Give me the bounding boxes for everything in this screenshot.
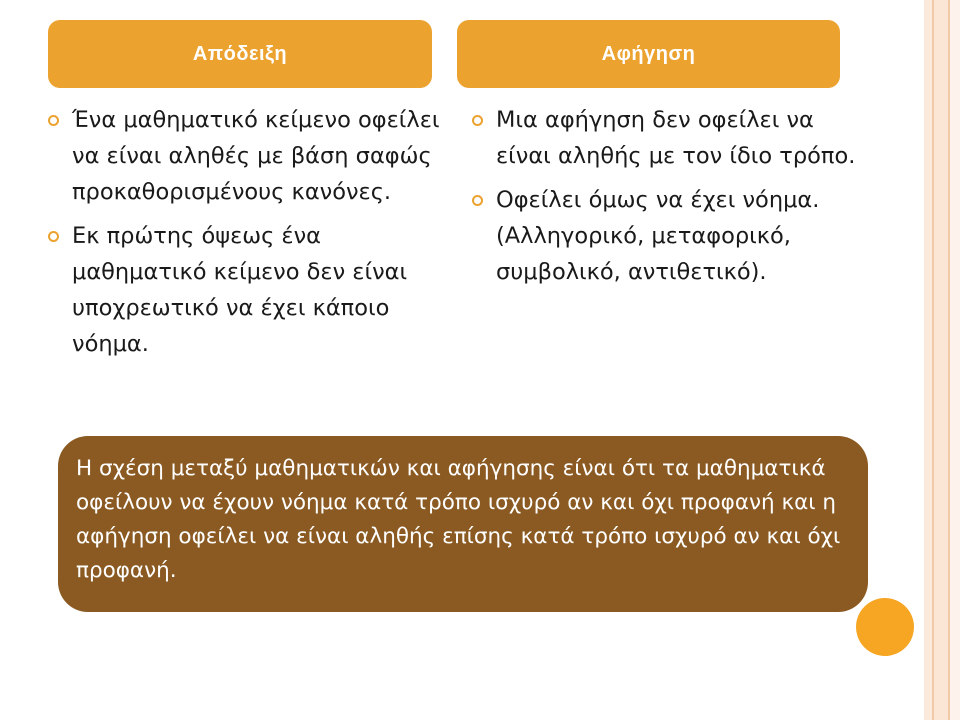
bullet-text: Ένα μαθηματικό κείμενο οφείλει να είναι αληθές με βάση σαφώς προκαθορισμένους κανόνες.: [72, 107, 440, 205]
bullet-text: Οφείλει όμως να έχει νόημα. (Αλληγορικό, μεταφορικό, συμβολικό, αντιθετικό).: [496, 187, 820, 285]
circle-bullet-icon: [48, 231, 59, 242]
header-narrative: Αφήγηση: [457, 20, 840, 88]
circle-bullet-icon: [48, 115, 59, 126]
list-item: [46, 218, 458, 362]
decorative-circle: [856, 598, 914, 656]
list-item: [46, 102, 458, 210]
summary-text: Η σχέση μεταξύ μαθηματικών και αφήγησης είναι ότι τα μαθηματικά οφείλουν να έχουν νόημα κατά τρόπο ισχυρό αν και όχι προφανή και η αφήγηση οφείλει να είναι αληθής επίσης κατά τρόπο ισχυρό αν και όχι προφανή.: [76, 456, 841, 583]
edge-stripe: [934, 0, 948, 720]
bullet-text: Μια αφήγηση δεν οφείλει να είναι αληθής με τον ίδιο τρόπο.: [496, 107, 856, 169]
circle-bullet-icon: [472, 195, 483, 206]
bullet-text: Εκ πρώτης όψεως ένα μαθηματικό κείμενο δεν είναι υποχρεωτικό να έχει κάποιο νόημα.: [72, 223, 408, 357]
narrative-bullet-list: [470, 102, 870, 298]
header-proof: Απόδειξη: [48, 20, 432, 88]
list-item: [470, 182, 870, 290]
proof-bullet-list: [46, 102, 458, 370]
circle-bullet-icon: [472, 115, 483, 126]
list-item: [470, 102, 870, 174]
summary-box: [58, 436, 868, 612]
edge-stripe: [924, 0, 932, 720]
edge-stripe: [950, 0, 960, 720]
